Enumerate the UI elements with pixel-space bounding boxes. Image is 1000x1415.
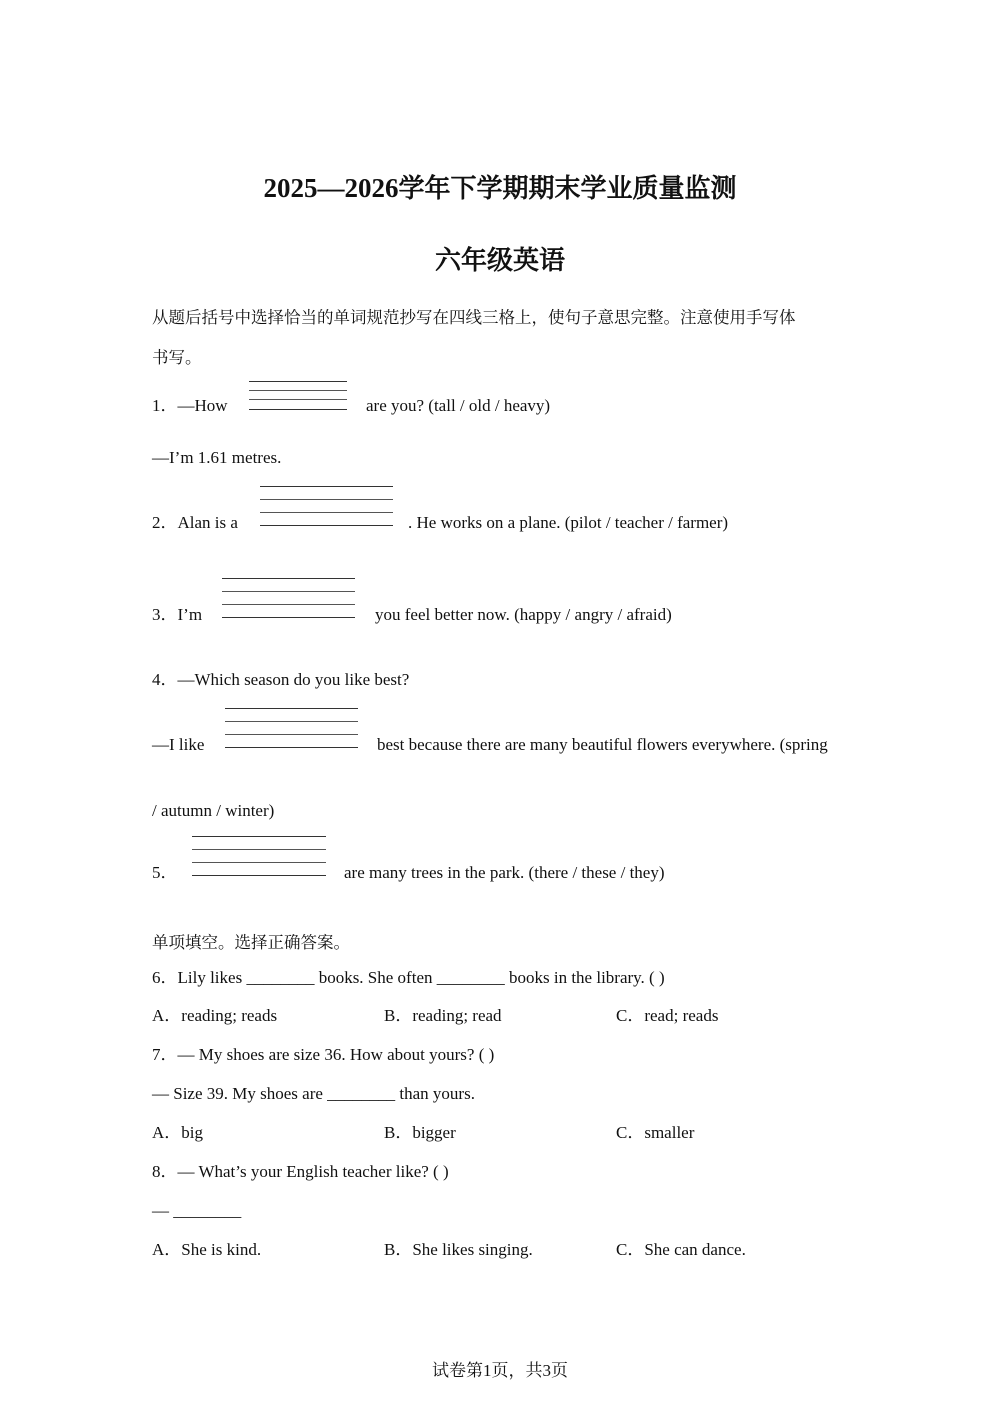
page-title [0,168,1000,205]
footer-total-pages: 3 [542,1361,551,1380]
q7-option-b[interactable]: B．bigger [384,1123,456,1142]
q6-option-b[interactable]: B．reading; read [384,1006,502,1025]
q7-stem: 7．— My shoes are size 36. How about yours? ( ) [152,1045,495,1064]
title-years: 2025—2026 [263,173,399,203]
q8-option-b[interactable]: B．She likes singing. [384,1240,533,1259]
q3-four-line-grid[interactable] [222,578,355,620]
section2-instruction: 单项填空。选择正确答案。 [152,933,350,952]
q2-suffix: . He works on a plane. (pilot / teacher / farmer) [408,513,729,532]
footer-page-number: 1 [483,1361,492,1380]
q4-prefix: —I like [152,735,205,754]
q1-answer: —I’m 1.61 metres. [152,448,282,467]
q8-option-a[interactable]: A．She is kind. [152,1240,262,1259]
q7-option-c[interactable]: C．smaller [616,1123,695,1142]
page-subtitle: 六年级英语 [434,246,565,276]
q4-four-line-grid[interactable] [225,708,358,750]
q5-prefix: 5． [152,863,178,882]
q1-suffix: are you? (tall / old / heavy) [366,396,551,415]
section1-instruction-cont: 书写。 [152,348,202,367]
q7-option-a[interactable]: A．big [152,1123,203,1142]
q5-suffix: are many trees in the park. (there / these / they) [344,863,665,882]
q3-suffix: you feel better now. (happy / angry / afraid) [375,605,672,624]
q6-stem: 6．Lily likes ________ books. She often ________ books in the library. ( ) [152,968,665,987]
footer-pre: 试卷第 [432,1361,483,1381]
q1-prefix: 1．—How [152,396,228,415]
q3-prefix: 3．I’m [152,605,203,624]
q2-prefix: 2．Alan is a [152,513,238,532]
q8-line2: — ________ [152,1201,242,1220]
q8-option-c[interactable]: C．She can dance. [616,1240,746,1259]
q6-option-a[interactable]: A．reading; reads [152,1006,278,1025]
q7-line2: — Size 39. My shoes are ________ than yours. [152,1084,475,1103]
q4-continuation: / autumn / winter) [152,801,275,820]
q4-suffix: best because there are many beautiful flowers everywhere. (spring [377,735,828,754]
q2-four-line-grid[interactable] [260,486,393,528]
section1-instruction: 从题后括号中选择恰当的单词规范抄写在四线三格上，使句子意思完整。注意使用手写体 [152,308,796,327]
q8-stem: 8．— What’s your English teacher like? ( ) [152,1162,449,1181]
footer-mid: 页，共 [491,1361,543,1381]
footer-post: 页 [551,1361,568,1381]
q1-four-line-grid[interactable] [249,381,347,413]
q5-four-line-grid[interactable] [192,836,326,878]
title-text: 学年下学期期末学业质量监测 [398,174,737,204]
page-footer [0,1356,1000,1381]
q4-question: 4．—Which season do you like best? [152,670,410,689]
q6-option-c[interactable]: C．read; reads [616,1006,719,1025]
